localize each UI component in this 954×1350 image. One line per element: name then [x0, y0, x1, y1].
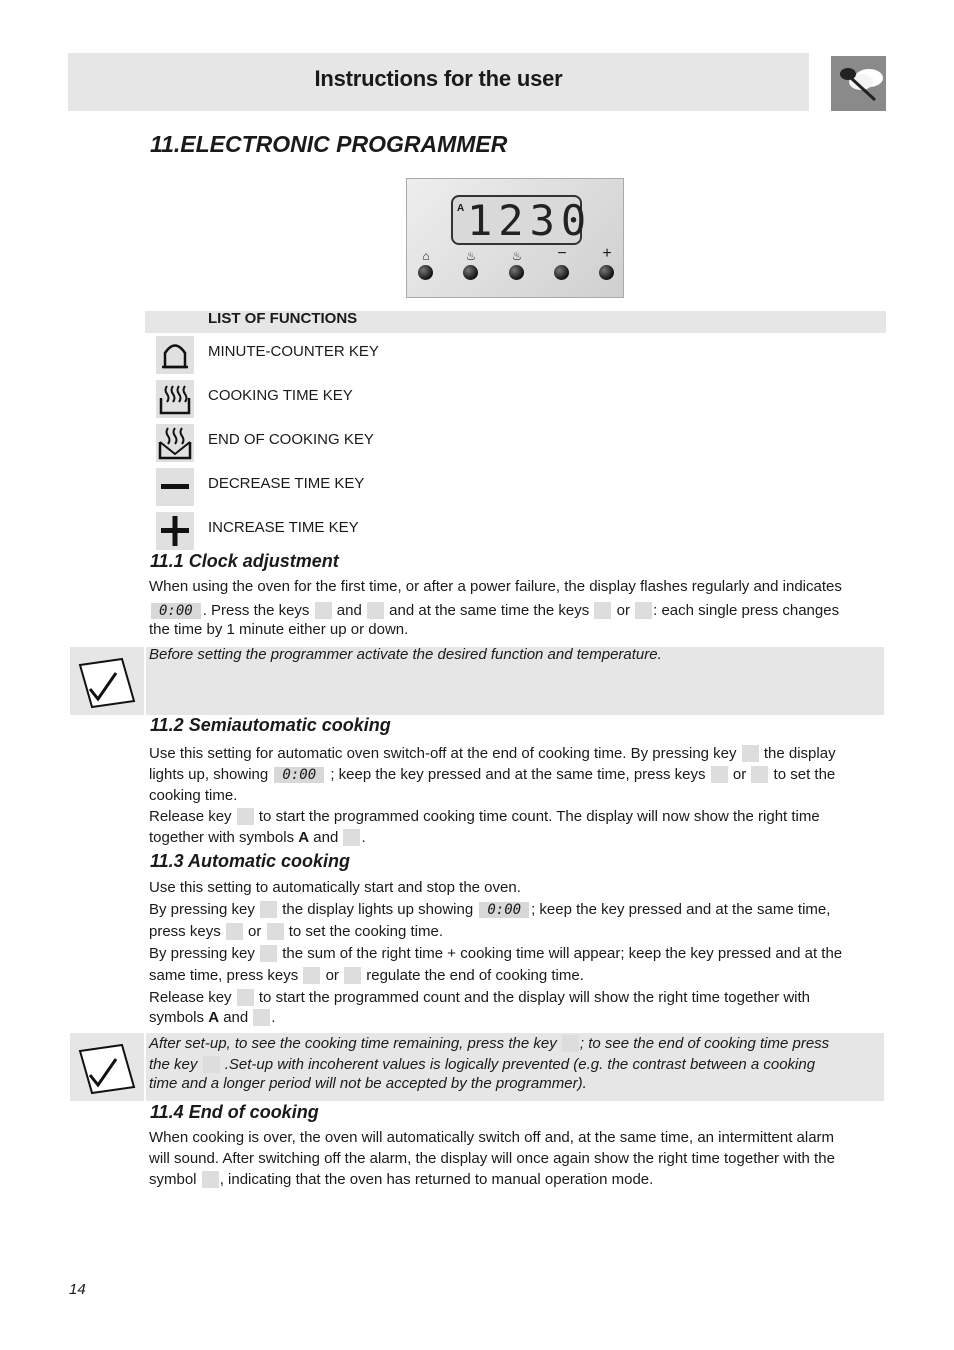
text-line [149, 806, 883, 827]
minus-icon [156, 468, 194, 506]
header-bar [68, 53, 809, 111]
automatic-cooking-text [149, 877, 883, 1028]
section-title: 11.1 Clock adjustment [150, 551, 339, 571]
minus-icon: − [557, 245, 567, 262]
text-line [149, 965, 883, 986]
end-of-cooking-icon [203, 1056, 220, 1073]
end-of-cooking-text [149, 1127, 883, 1190]
text-line [149, 943, 883, 964]
text: or [325, 967, 339, 984]
chapter-title: 11.ELECTRONIC PROGRAMMER [150, 131, 508, 157]
plus-icon [635, 602, 652, 619]
auto-indicator: A [457, 203, 465, 214]
cooking-time-icon [343, 829, 360, 846]
text-line: the time by 1 minute either up or down. [149, 621, 409, 638]
lcd-digits: 1230 [467, 196, 593, 245]
section-title: 11.4 End of cooking [150, 1102, 319, 1122]
text: the key [149, 1056, 198, 1073]
text-line [149, 1169, 883, 1190]
header-title: Instructions for the user [314, 66, 563, 91]
text-line [149, 600, 883, 621]
text: together with symbols [149, 829, 295, 846]
plus-icon [751, 766, 768, 783]
text-line [149, 921, 883, 942]
page-number: 14 [69, 1281, 86, 1298]
note-text [149, 1033, 884, 1094]
text: Use this setting for automatic oven switch-off at the end of cooking time. By pressing key [149, 745, 737, 762]
text: symbols [149, 1009, 205, 1026]
text-line [149, 1054, 884, 1075]
text: Release key [149, 808, 232, 825]
end-of-cooking-icon [156, 424, 194, 462]
text: or [732, 766, 747, 783]
notepad-pencil-icon [70, 647, 144, 715]
plus-icon [267, 923, 284, 940]
bell-icon [156, 336, 194, 374]
lcd-000: 0:00 [151, 603, 201, 619]
note-text: Before setting the programmer activate the desired function and temperature. [149, 646, 662, 663]
cooking-time-icon [562, 1035, 579, 1052]
text: lights up, showing [149, 766, 269, 783]
plus-icon [344, 967, 361, 984]
text: and [313, 829, 339, 846]
text: and at the same time the keys [389, 602, 590, 619]
text-line: When cooking is over, the oven will automatically switch off and, at the same time, an intermittent alarm [149, 1129, 835, 1146]
symbol-a: A [298, 829, 310, 846]
text: or [248, 923, 262, 940]
text: After set-up, to see the cooking time remaining, press the key [149, 1035, 557, 1052]
end-of-cooking-icon [367, 602, 384, 619]
text: By pressing key [149, 901, 255, 918]
minus-icon [226, 923, 243, 940]
symbol-a: A [208, 1009, 220, 1026]
text-line: Use this setting to automatically start and stop the oven. [149, 879, 521, 896]
text: to set the [773, 766, 836, 783]
end-of-cooking-icon [237, 989, 254, 1006]
lcd-000: 0:00 [479, 902, 529, 918]
text: and [336, 602, 362, 619]
text-line [149, 987, 883, 1008]
text: ; keep the key pressed and at the same time, press keys [330, 766, 706, 783]
text: the display [763, 745, 836, 762]
text-line [149, 899, 883, 920]
cooking-time-knob[interactable] [463, 265, 478, 280]
text: or [616, 602, 630, 619]
text-line: time and a longer period will not be accepted by the programmer). [149, 1075, 587, 1092]
text: . Press the keys [202, 602, 310, 619]
text-line [149, 764, 883, 785]
cooking-time-icon: ♨ [465, 249, 477, 263]
text: By pressing key [149, 945, 255, 962]
cooking-time-icon [315, 602, 332, 619]
end-of-cooking-icon: ♨ [511, 249, 523, 263]
text-line [149, 1007, 883, 1028]
end-of-cooking-icon [260, 945, 277, 962]
text: the sum of the right time + cooking time will appear; keep the key pressed and at the [282, 945, 843, 962]
text: symbol [149, 1171, 197, 1188]
function-label: END OF COOKING KEY [208, 431, 374, 448]
cooking-time-icon [237, 808, 254, 825]
text-line [149, 1033, 884, 1054]
text-line [149, 827, 883, 848]
lcd-display [451, 195, 593, 245]
text: Release key [149, 989, 232, 1006]
text: same time, press keys [149, 967, 299, 984]
text: press keys [149, 923, 221, 940]
plus-icon: + [602, 245, 612, 262]
end-of-cooking-knob[interactable] [509, 265, 524, 280]
text: to start the programmed cooking time count. The display will now show the right time [258, 808, 820, 825]
notepad-pencil-icon [70, 1033, 144, 1101]
text: . [361, 829, 366, 846]
function-label: DECREASE TIME KEY [208, 475, 365, 492]
section-title: 11.2 Semiautomatic cooking [150, 715, 391, 735]
text-line: cooking time. [149, 787, 238, 804]
text: ; to see the end of cooking time press [579, 1035, 830, 1052]
minus-knob[interactable] [554, 265, 569, 280]
bell-icon: ⌂ [422, 249, 430, 263]
minus-icon [711, 766, 728, 783]
clock-adjustment-text [149, 576, 883, 640]
section-title: 11.3 Automatic cooking [150, 851, 351, 871]
text: . [271, 1009, 276, 1026]
function-label: MINUTE-COUNTER KEY [208, 343, 379, 360]
lcd-000: 0:00 [274, 767, 324, 783]
programmer-panel-image [406, 178, 624, 298]
function-label: INCREASE TIME KEY [208, 519, 359, 536]
function-label: COOKING TIME KEY [208, 387, 353, 404]
cooking-time-icon [202, 1171, 219, 1188]
text: and [223, 1009, 249, 1026]
text: , indicating that the oven has returned to manual operation mode. [219, 1171, 654, 1188]
functions-heading: LIST OF FUNCTIONS [208, 310, 358, 327]
semiautomatic-text [149, 743, 883, 848]
text: the display lights up showing [282, 901, 474, 918]
text: regulate the end of cooking time. [366, 967, 584, 984]
cooking-time-icon [253, 1009, 270, 1026]
cooking-time-icon [156, 380, 194, 418]
minus-icon [594, 602, 611, 619]
text-line: When using the oven for the first time, or after a power failure, the display flashes regularly and indicates [149, 578, 842, 595]
cooking-time-icon [742, 745, 759, 762]
minute-counter-knob[interactable] [418, 265, 433, 280]
plus-knob[interactable] [599, 265, 614, 280]
text: ; keep the key pressed and at the same time, [531, 901, 831, 918]
text-line: will sound. After switching off the alarm, the display will once again show the right time together with the [149, 1150, 835, 1167]
chef-hat-spoon-icon [831, 56, 886, 111]
text: to start the programmed count and the display will show the right time together with [258, 989, 811, 1006]
minus-icon [303, 967, 320, 984]
text: .Set-up with incoherent values is logically prevented (e.g. the contrast between a cooking [224, 1056, 816, 1073]
text: : each single press changes [653, 602, 840, 619]
text: to set the cooking time. [288, 923, 443, 940]
plus-icon [156, 512, 194, 550]
cooking-time-icon [260, 901, 277, 918]
text-line [149, 743, 883, 764]
